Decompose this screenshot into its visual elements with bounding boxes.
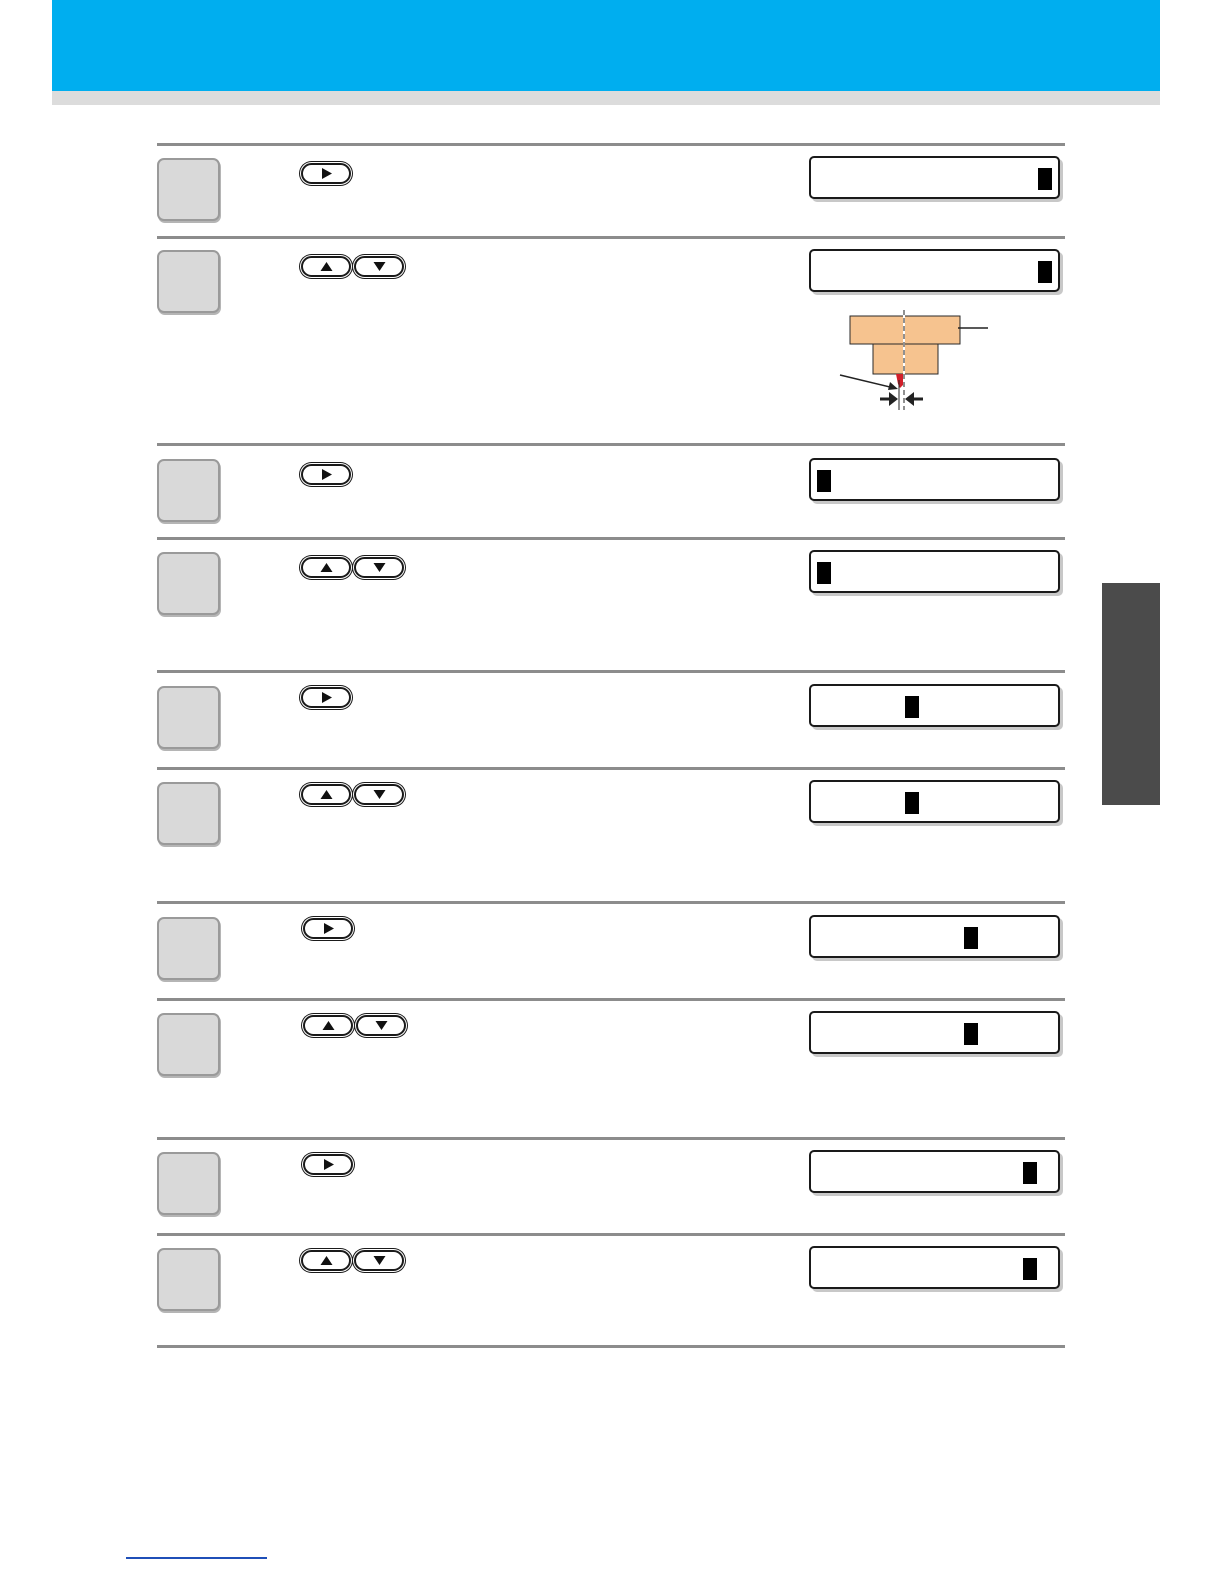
cutter-offset-diagram <box>830 310 1000 415</box>
up-arrow-key-icon <box>303 559 349 576</box>
up-arrow-key-icon <box>303 258 349 275</box>
down-key-button[interactable] <box>354 784 404 805</box>
step-number-box <box>157 917 220 980</box>
down-arrow-key-icon <box>356 258 402 275</box>
up-arrow-key-icon <box>305 1017 351 1034</box>
lcd-cursor <box>905 792 919 814</box>
down-arrow-key-icon <box>356 559 402 576</box>
right-key-button[interactable] <box>301 687 351 708</box>
step-number-box <box>157 686 220 749</box>
step-number <box>159 461 218 520</box>
down-arrow-key-icon <box>358 1017 404 1034</box>
section-divider <box>157 1345 1065 1348</box>
step-number <box>159 1154 218 1213</box>
lcd-display <box>809 156 1060 199</box>
up-key-button[interactable] <box>301 557 351 578</box>
footer-link-underline[interactable] <box>126 1557 267 1559</box>
step-number <box>159 688 218 747</box>
section-divider <box>157 670 1065 673</box>
step-divider <box>157 998 1065 1001</box>
lcd-display <box>809 1150 1060 1193</box>
lcd-cursor <box>817 562 831 584</box>
header-band <box>52 0 1160 91</box>
down-arrow-key-icon <box>356 1252 402 1269</box>
up-arrow-key-icon <box>303 1252 349 1269</box>
right-key-button[interactable] <box>303 1154 353 1175</box>
right-key-button[interactable] <box>301 464 351 485</box>
lcd-display <box>809 780 1060 823</box>
down-key-button[interactable] <box>354 1250 404 1271</box>
lcd-cursor <box>1038 168 1052 190</box>
step-number-box <box>157 459 220 522</box>
lcd-cursor <box>905 696 919 718</box>
right-arrow-key-icon <box>303 165 349 182</box>
up-arrow-key-icon <box>303 786 349 803</box>
up-key-button[interactable] <box>301 784 351 805</box>
step-number-box <box>157 158 220 221</box>
lcd-display <box>809 1011 1060 1054</box>
lcd-display <box>809 1246 1060 1289</box>
section-divider <box>157 443 1065 446</box>
step-number <box>159 554 218 613</box>
step-number <box>159 919 218 978</box>
lcd-cursor <box>964 927 978 949</box>
step-number <box>159 1015 218 1074</box>
lcd-cursor <box>964 1023 978 1045</box>
right-key-button[interactable] <box>303 918 353 939</box>
down-key-button[interactable] <box>354 256 404 277</box>
section-divider <box>157 1137 1065 1140</box>
down-key-button[interactable] <box>356 1015 406 1036</box>
right-key-button[interactable] <box>301 163 351 184</box>
up-key-button[interactable] <box>301 1250 351 1271</box>
step-number <box>159 1250 218 1309</box>
lcd-display <box>809 458 1060 501</box>
lcd-display <box>809 550 1060 593</box>
lcd-cursor <box>1023 1162 1037 1184</box>
chapter-tab[interactable] <box>1102 583 1160 805</box>
step-divider <box>157 537 1065 540</box>
down-arrow-key-icon <box>356 786 402 803</box>
lcd-display <box>809 249 1060 292</box>
lcd-display <box>809 684 1060 727</box>
lcd-cursor <box>1038 261 1052 283</box>
step-divider <box>157 767 1065 770</box>
step-number <box>159 160 218 219</box>
step-number-box <box>157 552 220 615</box>
step-divider <box>157 236 1065 239</box>
right-arrow-key-icon <box>305 1156 351 1173</box>
section-divider <box>157 143 1065 146</box>
up-key-button[interactable] <box>301 256 351 277</box>
right-arrow-key-icon <box>303 466 349 483</box>
down-key-button[interactable] <box>354 557 404 578</box>
section-divider <box>157 901 1065 904</box>
lcd-cursor <box>1023 1258 1037 1280</box>
right-arrow-key-icon <box>303 689 349 706</box>
step-number-box <box>157 1013 220 1076</box>
step-number-box <box>157 782 220 845</box>
header-shadow-bar <box>52 91 1160 105</box>
step-number-box <box>157 1248 220 1311</box>
step-divider <box>157 1233 1065 1236</box>
step-number-box <box>157 1152 220 1215</box>
step-number-box <box>157 250 220 313</box>
lcd-display <box>809 915 1060 958</box>
lcd-cursor <box>817 470 831 492</box>
step-number <box>159 784 218 843</box>
right-arrow-key-icon <box>305 920 351 937</box>
up-key-button[interactable] <box>303 1015 353 1036</box>
step-number <box>159 252 218 311</box>
